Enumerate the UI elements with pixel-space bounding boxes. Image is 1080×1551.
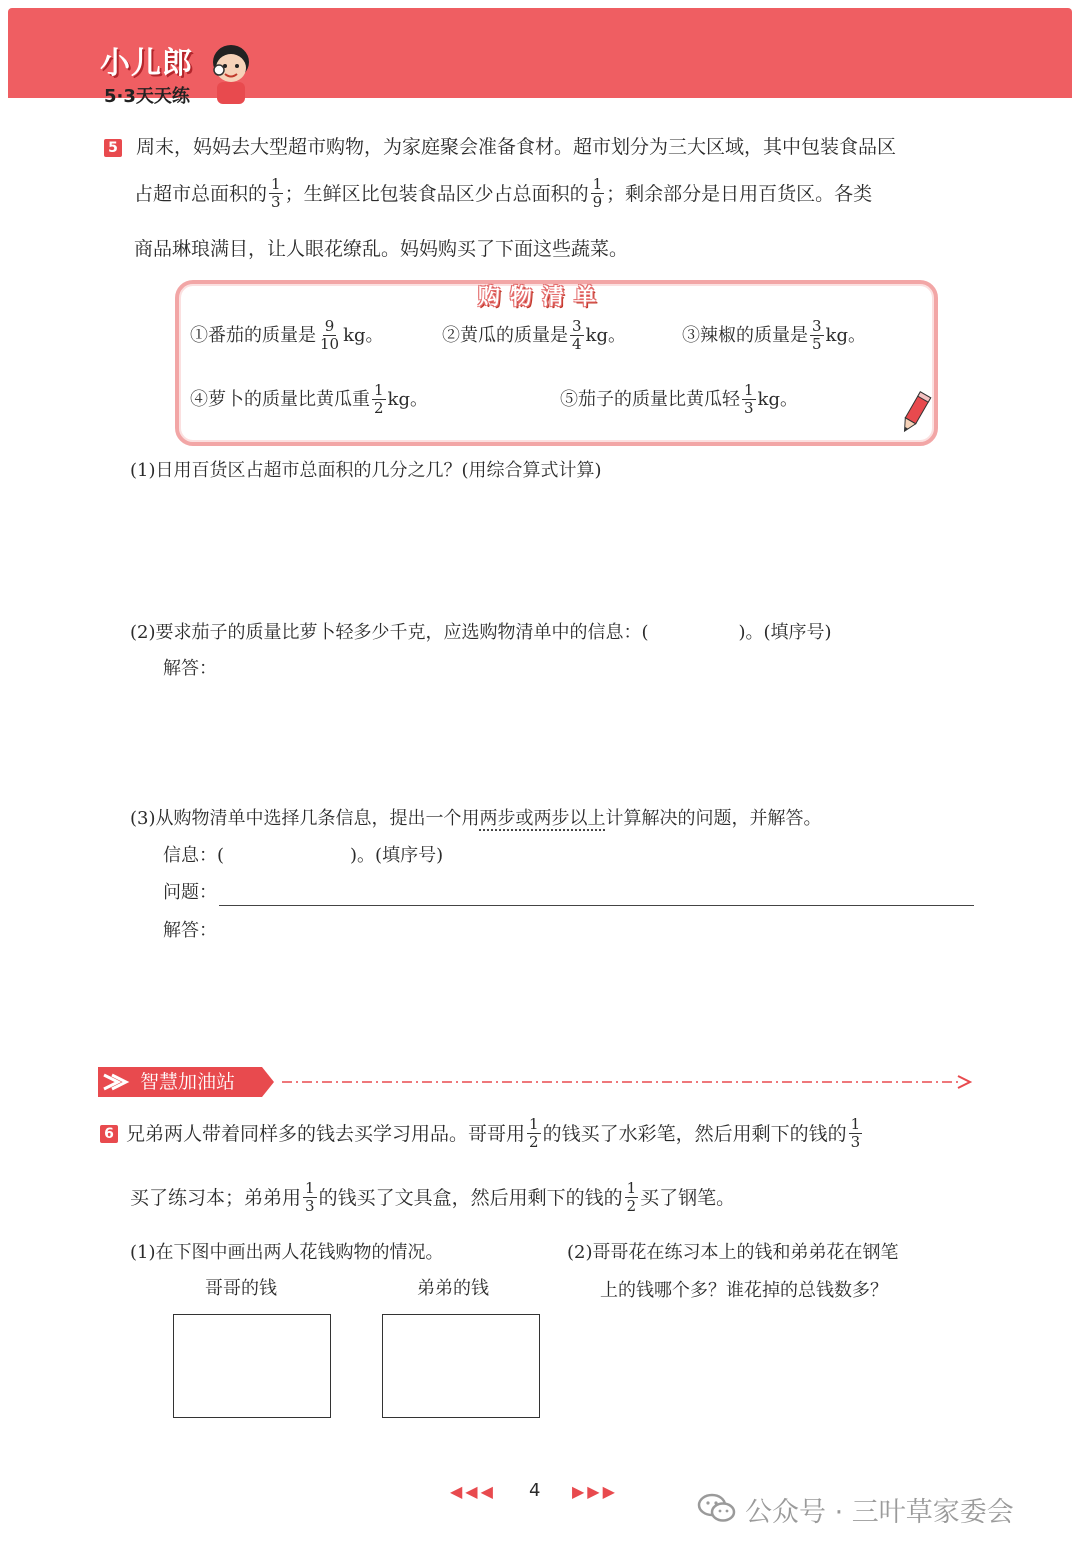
q6-fraction-b: $\frac{1}{3}$	[850, 1115, 861, 1151]
question-answer-line[interactable]	[219, 905, 974, 906]
q5-sub3: (3)从购物清单中选择几条信息，提出一个用两步或两步以上计算解决的问题，并解答。	[130, 808, 822, 829]
older-brother-money-box[interactable]	[173, 1314, 331, 1418]
shopping-list-title: 购物清单	[478, 285, 607, 310]
brand-logo: 小儿郎	[100, 46, 193, 81]
shopping-item-4: ④萝卜的质量比黄瓜重 $\frac{1}{2}$ kg。	[190, 381, 428, 417]
q5-line1	[104, 134, 896, 160]
shopping-item-2: ②黄瓜的质量是 $\frac{3}{4}$ kg。	[442, 317, 626, 353]
q5-text-2b: ；生鲜区比包装食品区少占总面积的	[284, 182, 589, 205]
q5-sub2: (2)要求茄子的质量比萝卜轻多少千克，应选购物清单中的信息：( )。(填序号)	[130, 622, 832, 643]
q5-sub3-info: 信息：( )。(填序号)	[163, 845, 444, 866]
q6-line1: 6 兄弟两人带着同样多的钱去买学习用品。哥哥用 $\frac{1}{2}$ 的钱买了水彩笔，然后用剩下的钱的 $\frac{1}{3}$	[100, 1116, 864, 1151]
q5-line2	[134, 176, 872, 211]
q6-box2-label: 弟弟的钱	[417, 1278, 489, 1299]
brand-series: 5·3天天练	[104, 86, 190, 107]
shopping-item-5: ⑤茄子的质量比黄瓜轻 $\frac{1}{3}$ kg。	[560, 381, 798, 417]
q6-fraction-c: $\frac{1}{3}$	[305, 1179, 315, 1215]
q6-box1-label: 哥哥的钱	[205, 1278, 277, 1299]
wechat-icon	[697, 1492, 737, 1524]
q5-fraction-b: $\frac{1}{9}$	[592, 175, 603, 211]
q6-fraction-d: $\frac{1}{2}$	[626, 1179, 637, 1215]
q6-sub2-line2: 上的钱哪个多？谁花掉的总钱数多？	[600, 1280, 888, 1301]
q6-sub2-line1: (2)哥哥花在练习本上的钱和弟弟花在钢笔	[567, 1242, 899, 1263]
section-banner-label: 智慧加油站	[140, 1071, 236, 1093]
page-number: 4	[529, 1480, 541, 1501]
q6-fraction-a: $\frac{1}{2}$	[529, 1115, 539, 1151]
shopping-item-3: ③辣椒的质量是 $\frac{3}{5}$ kg。	[682, 317, 866, 353]
q5-fraction-a: $\frac{1}{3}$	[271, 175, 281, 211]
q5-text-2c: ；剩余部分是日用百货区。各类	[606, 182, 873, 205]
q5-sub3-answer-label: 解答：	[163, 920, 217, 941]
q6-line2: 买了练习本；弟弟用 $\frac{1}{3}$ 的钱买了文具盒，然后用剩下的钱的 $\frac{1}{2}$ 买了钢笔。	[130, 1179, 736, 1215]
q5-text-1: 周末，妈妈去大型超市购物，为家庭聚会准备食材。超市划分为三大区域，其中包装食品区	[136, 136, 897, 158]
q5-line3: 商品琳琅满目，让人眼花缭乱。妈妈购买了下面这些蔬菜。	[134, 238, 629, 260]
mascot-boy-icon	[205, 40, 257, 108]
q5-text-2a: 占超市总面积的	[134, 182, 268, 205]
q6-number-badge: 6	[100, 1125, 118, 1143]
prev-page-arrows-icon[interactable]: ◀◀◀	[450, 1482, 496, 1501]
q5-sub1: (1)日用百货区占超市总面积的几分之几？(用综合算式计算)	[130, 460, 602, 481]
pencil-icon	[897, 390, 933, 436]
q6-sub1: (1)在下图中画出两人花钱购物的情况。	[130, 1242, 444, 1263]
emphasis-text: 两步或两步以上	[479, 808, 606, 829]
watermark-text: 公众号 · 三叶草家委会	[745, 1497, 1014, 1528]
q5-sub2-answer-label: 解答：	[163, 658, 217, 679]
younger-brother-money-box[interactable]	[382, 1314, 540, 1418]
section-dashed-arrow	[282, 1074, 974, 1090]
shopping-item-1: ①番茄的质量是 $\frac{9}{10}$ kg。	[190, 317, 384, 353]
q5-sub3-question-label: 问题：	[163, 882, 217, 903]
next-page-arrows-icon[interactable]: ▶▶▶	[572, 1482, 618, 1501]
q5-number-badge: 5	[104, 139, 122, 157]
